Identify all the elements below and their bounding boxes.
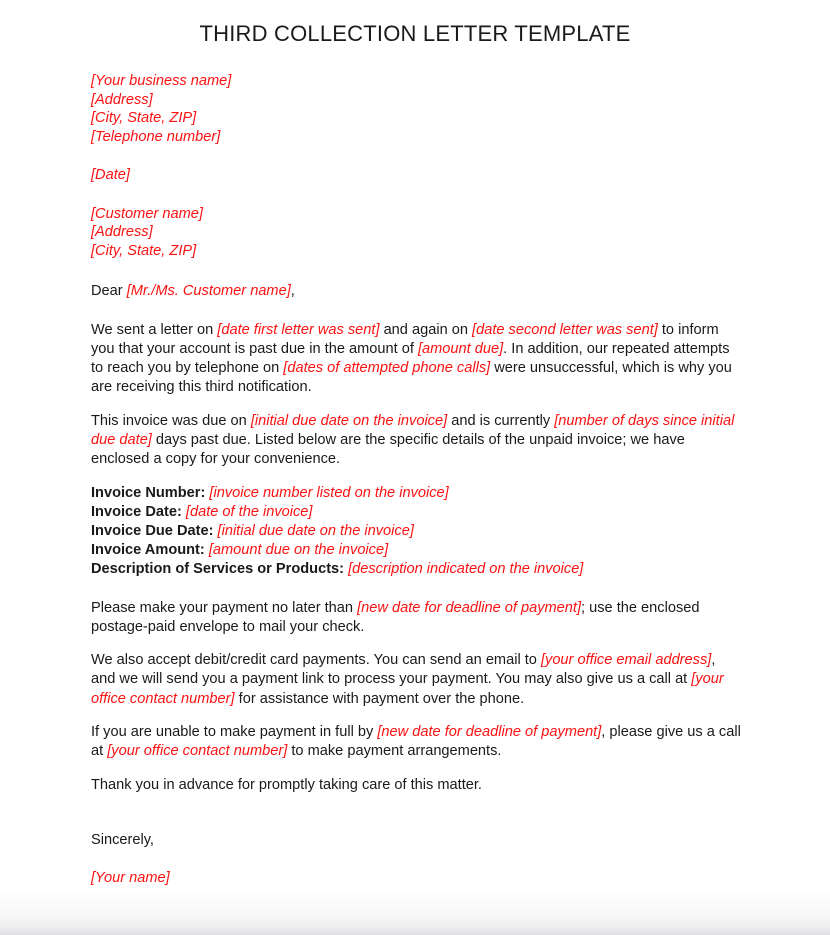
p1-text-5: were unsuccessful, which is why you are receiving this third notification.: [91, 360, 732, 396]
invoice-description-value: [description indicated on the invoice]: [348, 560, 584, 577]
spacer: [91, 637, 741, 651]
signature-placeholder: [Your name]: [91, 870, 170, 887]
paragraph-card-payments: [91, 651, 741, 709]
p3-placeholder-new-deadline: [new date for deadline of payment]: [357, 599, 582, 616]
p1-text-4: . In addition, our repeated attempts to reach you by telephone on: [91, 340, 730, 377]
p2-placeholder-days-since-due: [number of days since initial due date]: [91, 412, 735, 448]
paragraph-payment-arrangements: [91, 723, 741, 762]
sender-business-name: [Your business name]: [91, 73, 232, 89]
spacer: [91, 260, 741, 282]
p4-placeholder-office-email: [your office email address]: [540, 652, 712, 669]
closing-salutation: Sincerely,: [91, 831, 154, 848]
invoice-amount-value: [amount due on the invoice]: [208, 541, 389, 558]
paragraph-thank-you: Thank you in advance for promptly taking care of this matter.: [91, 776, 482, 793]
invoice-due-date-value: [initial due date on the invoice]: [217, 522, 414, 539]
spacer: [91, 849, 741, 869]
invoice-detail-row: [91, 541, 741, 560]
p5-placeholder-office-phone: [your office contact number]: [107, 743, 288, 760]
p1-placeholder-first-letter-date: [date first letter was sent]: [217, 321, 380, 338]
p4-text-3: for assistance with payment over the phone.: [234, 690, 525, 707]
date-line: [Date]: [91, 167, 130, 183]
spacer: [91, 795, 741, 831]
spacer: [91, 185, 741, 205]
p5-text-1: If you are unable to make payment in full by: [91, 724, 378, 741]
recipient-address: [Address]: [91, 224, 153, 240]
spacer: [91, 579, 741, 599]
p2-text-1: This invoice was due on: [91, 412, 251, 429]
salutation-suffix: ,: [290, 283, 295, 299]
letter-body: [91, 72, 741, 888]
p3-text-1: Please make your payment no later than: [91, 599, 358, 616]
recipient-address-block: [91, 205, 741, 261]
invoice-detail-row: [91, 522, 741, 541]
invoice-amount-label: Invoice Amount:: [91, 541, 205, 558]
paragraph-first-notice: [91, 321, 741, 398]
invoice-details-block: [91, 484, 741, 579]
p3-text-2: ; use the enclosed postage-paid envelope to mail your check.: [91, 599, 700, 635]
recipient-customer-name: [Customer name]: [91, 205, 203, 222]
invoice-detail-row: [91, 560, 741, 579]
p1-text-3: to inform you that your account is past due in the amount of: [91, 321, 719, 357]
p1-placeholder-second-letter-date: [date second letter was sent]: [472, 321, 658, 338]
spacer: [91, 709, 741, 723]
recipient-city-state-zip: [City, State, ZIP]: [91, 242, 197, 259]
p1-placeholder-phone-call-dates: [dates of attempted phone calls]: [283, 360, 491, 377]
p2-text-2: and is currently: [447, 412, 555, 429]
page-bottom-shadow: [0, 889, 830, 935]
p2-placeholder-initial-due-date: [initial due date on the invoice]: [250, 412, 448, 429]
p1-text-1: We sent a letter on: [91, 321, 218, 338]
salutation: [91, 282, 741, 301]
p2-text-3: days past due. Listed below are the specific details of the unpaid invoice; we have enclosed a copy for your convenience.: [91, 431, 685, 468]
salutation-prefix: Dear: [91, 283, 127, 299]
p5-text-2: , please give us a call at: [91, 724, 741, 760]
invoice-number-label: Invoice Number:: [91, 484, 206, 501]
p4-text-2: , and we will send you a payment link to process your payment. You may also give us a call at: [91, 652, 716, 688]
invoice-number-value: [invoice number listed on the invoice]: [209, 484, 449, 501]
invoice-date-label: Invoice Date:: [91, 503, 182, 520]
paragraph-payment-deadline: [91, 599, 741, 638]
p1-placeholder-amount-due: [amount due]: [417, 340, 504, 357]
paragraph-invoice-overdue: [91, 412, 741, 470]
sender-city-state-zip: [City, State, ZIP]: [91, 110, 197, 126]
p5-placeholder-new-deadline: [new date for deadline of payment]: [377, 724, 602, 741]
invoice-due-date-label: Invoice Due Date:: [91, 522, 214, 539]
spacer: [91, 301, 741, 321]
p4-text-1: We also accept debit/credit card payments. You can send an email to: [91, 652, 541, 669]
page-title: THIRD COLLECTION LETTER TEMPLATE: [199, 21, 631, 46]
invoice-detail-row: [91, 484, 741, 503]
spacer: [91, 470, 741, 484]
invoice-date-value: [date of the invoice]: [185, 503, 313, 520]
p1-text-2: and again on: [379, 321, 473, 338]
p4-placeholder-office-phone: [your office contact number]: [91, 671, 724, 707]
spacer: [91, 762, 741, 776]
sender-telephone: [Telephone number]: [91, 128, 221, 145]
spacer: [91, 146, 741, 166]
sender-address: [Address]: [91, 91, 153, 108]
salutation-placeholder: [Mr./Ms. Customer name]: [126, 283, 291, 299]
invoice-description-label: Description of Services or Products:: [91, 560, 345, 577]
invoice-detail-row: [91, 503, 741, 522]
page-bottom-edge: [0, 927, 830, 935]
p5-text-3: to make payment arrangements.: [287, 743, 502, 760]
sender-address-block: [91, 72, 741, 146]
spacer: [91, 398, 741, 412]
